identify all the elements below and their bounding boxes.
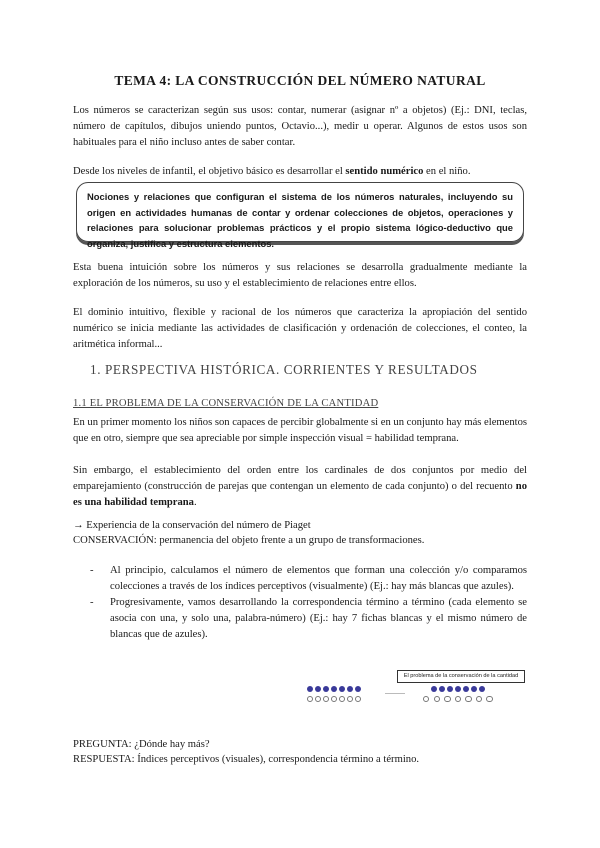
list-item-text: Al principio, calculamos el número de elementos que forman una colección y/o comparamos colecciones a través de los índices perceptivos (visualmente) (Ej.: hay más blancas que azules).: [110, 565, 527, 592]
empty-counter-dot: [465, 696, 471, 702]
left-empty-row: [307, 696, 361, 702]
page-title: TEMA 4: LA CONSTRUCCIÓN DEL NÚMERO NATURAL: [114, 73, 486, 88]
pairing-bold-text: no es una habilidad temprana: [73, 481, 527, 508]
definition-box: Nociones y relaciones que configuran el sistema de los números naturales, incluyendo su origen en actividades humanas de contar y ordenar colecciones de objetos, operaciones y relaciones para solucionar problemas prácticos y el propio sistema lógico-deductivo que organiza, justifica y estructura elementos.: [76, 182, 524, 242]
piaget-line: → Experiencia de la conservación del número de Piaget: [73, 520, 311, 531]
filled-counter-dot: [331, 686, 337, 692]
filled-counter-dot: [463, 686, 469, 692]
answer-line: RESPUESTA: Índices perceptivos (visuales), correspondencia término a término.: [73, 754, 420, 765]
right-filled-row: [431, 686, 485, 692]
perception-paragraph: En un primer momento los niños son capaces de percibir globalmente si en un conjunto hay más elementos que en otro, siempre que sea apreciable por simple inspección visual = habilidad temprana.: [73, 417, 527, 444]
pairing-text-before: Sin embargo, el establecimiento del orden entre los cardinales de dos conjuntos por medio del emparejamiento (construcción de parejas que contengan un elemento de cada conjunto) o del recuento: [73, 465, 527, 492]
figure-caption: El problema de la conservación de la cantidad: [397, 670, 525, 683]
filled-counter-dot: [339, 686, 345, 692]
conservation-definition: CONSERVACIÓN: permanencia del objeto frente a un grupo de transformaciones.: [73, 535, 425, 546]
section-heading: 1. PERSPECTIVA HISTÓRICA. CORRIENTES Y RESULTADOS: [90, 362, 478, 377]
pairing-text-after: .: [193, 497, 197, 508]
subsection-heading: 1.1 EL PROBLEMA DE LA CONSERVACIÓN DE LA CANTIDAD: [73, 398, 379, 409]
empty-counter-dot: [434, 696, 440, 702]
filled-counter-dot: [455, 686, 461, 692]
filled-counter-dot: [323, 686, 329, 692]
filled-counter-dot: [439, 686, 445, 692]
empty-counter-dot: [307, 696, 313, 702]
filled-counter-dot: [479, 686, 485, 692]
left-filled-row: [307, 686, 361, 692]
arrow-icon: [385, 693, 405, 694]
filled-counter-dot: [447, 686, 453, 692]
question-line: PREGUNTA: ¿Dónde hay más?: [73, 739, 210, 750]
list-item: [90, 563, 527, 595]
filled-counter-dot: [307, 686, 313, 692]
conservation-figure: [307, 670, 525, 710]
empty-counter-dot: [315, 696, 321, 702]
intuition-paragraph: Esta buena intuición sobre los números y sus relaciones se desarrolla gradualmente mediante la exploración de los números, su uso y el establecimiento de relaciones entre ellos.: [73, 262, 527, 289]
filled-counter-dot: [347, 686, 353, 692]
domain-paragraph: El dominio intuitivo, flexible y racional de los números que caracteriza la apropiación del sentido numérico se inicia mediante las actividades de clasificación y ordenación de colecciones, el conteo, la aritmética informal...: [73, 307, 527, 350]
filled-counter-dot: [471, 686, 477, 692]
intro-paragraph: Los números se caracterizan según sus usos: contar, numerar (asignar nº a objetos) (Ej.: DNI, teclas, número de capítulos, dibujos uniendo puntos, Octavio...), medir u operar. Algunos de estos usos son habituales para el niño incluso antes de saber contar.: [73, 105, 527, 148]
pairing-paragraph: [73, 463, 527, 511]
empty-counter-dot: [347, 696, 353, 702]
objective-text-before: Desde los niveles de infantil, el objetivo básico es desarrollar el: [73, 166, 346, 177]
empty-counter-dot: [355, 696, 361, 702]
right-empty-row: [423, 696, 493, 702]
bullet-list: [90, 563, 527, 643]
empty-counter-dot: [486, 696, 492, 702]
empty-counter-dot: [331, 696, 337, 702]
list-marker: -: [90, 597, 94, 608]
filled-counter-dot: [431, 686, 437, 692]
list-marker: -: [90, 565, 94, 576]
list-item: [90, 595, 527, 643]
objective-text-after: en el niño.: [423, 166, 471, 177]
empty-counter-dot: [423, 696, 429, 702]
empty-counter-dot: [339, 696, 345, 702]
empty-counter-dot: [455, 696, 461, 702]
empty-counter-dot: [444, 696, 450, 702]
filled-counter-dot: [315, 686, 321, 692]
list-item-text: Progresivamente, vamos desarrollando la correspondencia término a término (cada elemento se asocia con una, y solo una, palabra-número) (Ej.: hay 7 fichas blancas y el mismo número de blancas que de azules).: [110, 597, 527, 640]
empty-counter-dot: [476, 696, 482, 702]
objective-bold-term: sentido numérico: [345, 166, 424, 177]
empty-counter-dot: [323, 696, 329, 702]
filled-counter-dot: [355, 686, 361, 692]
objective-paragraph: [73, 164, 527, 180]
